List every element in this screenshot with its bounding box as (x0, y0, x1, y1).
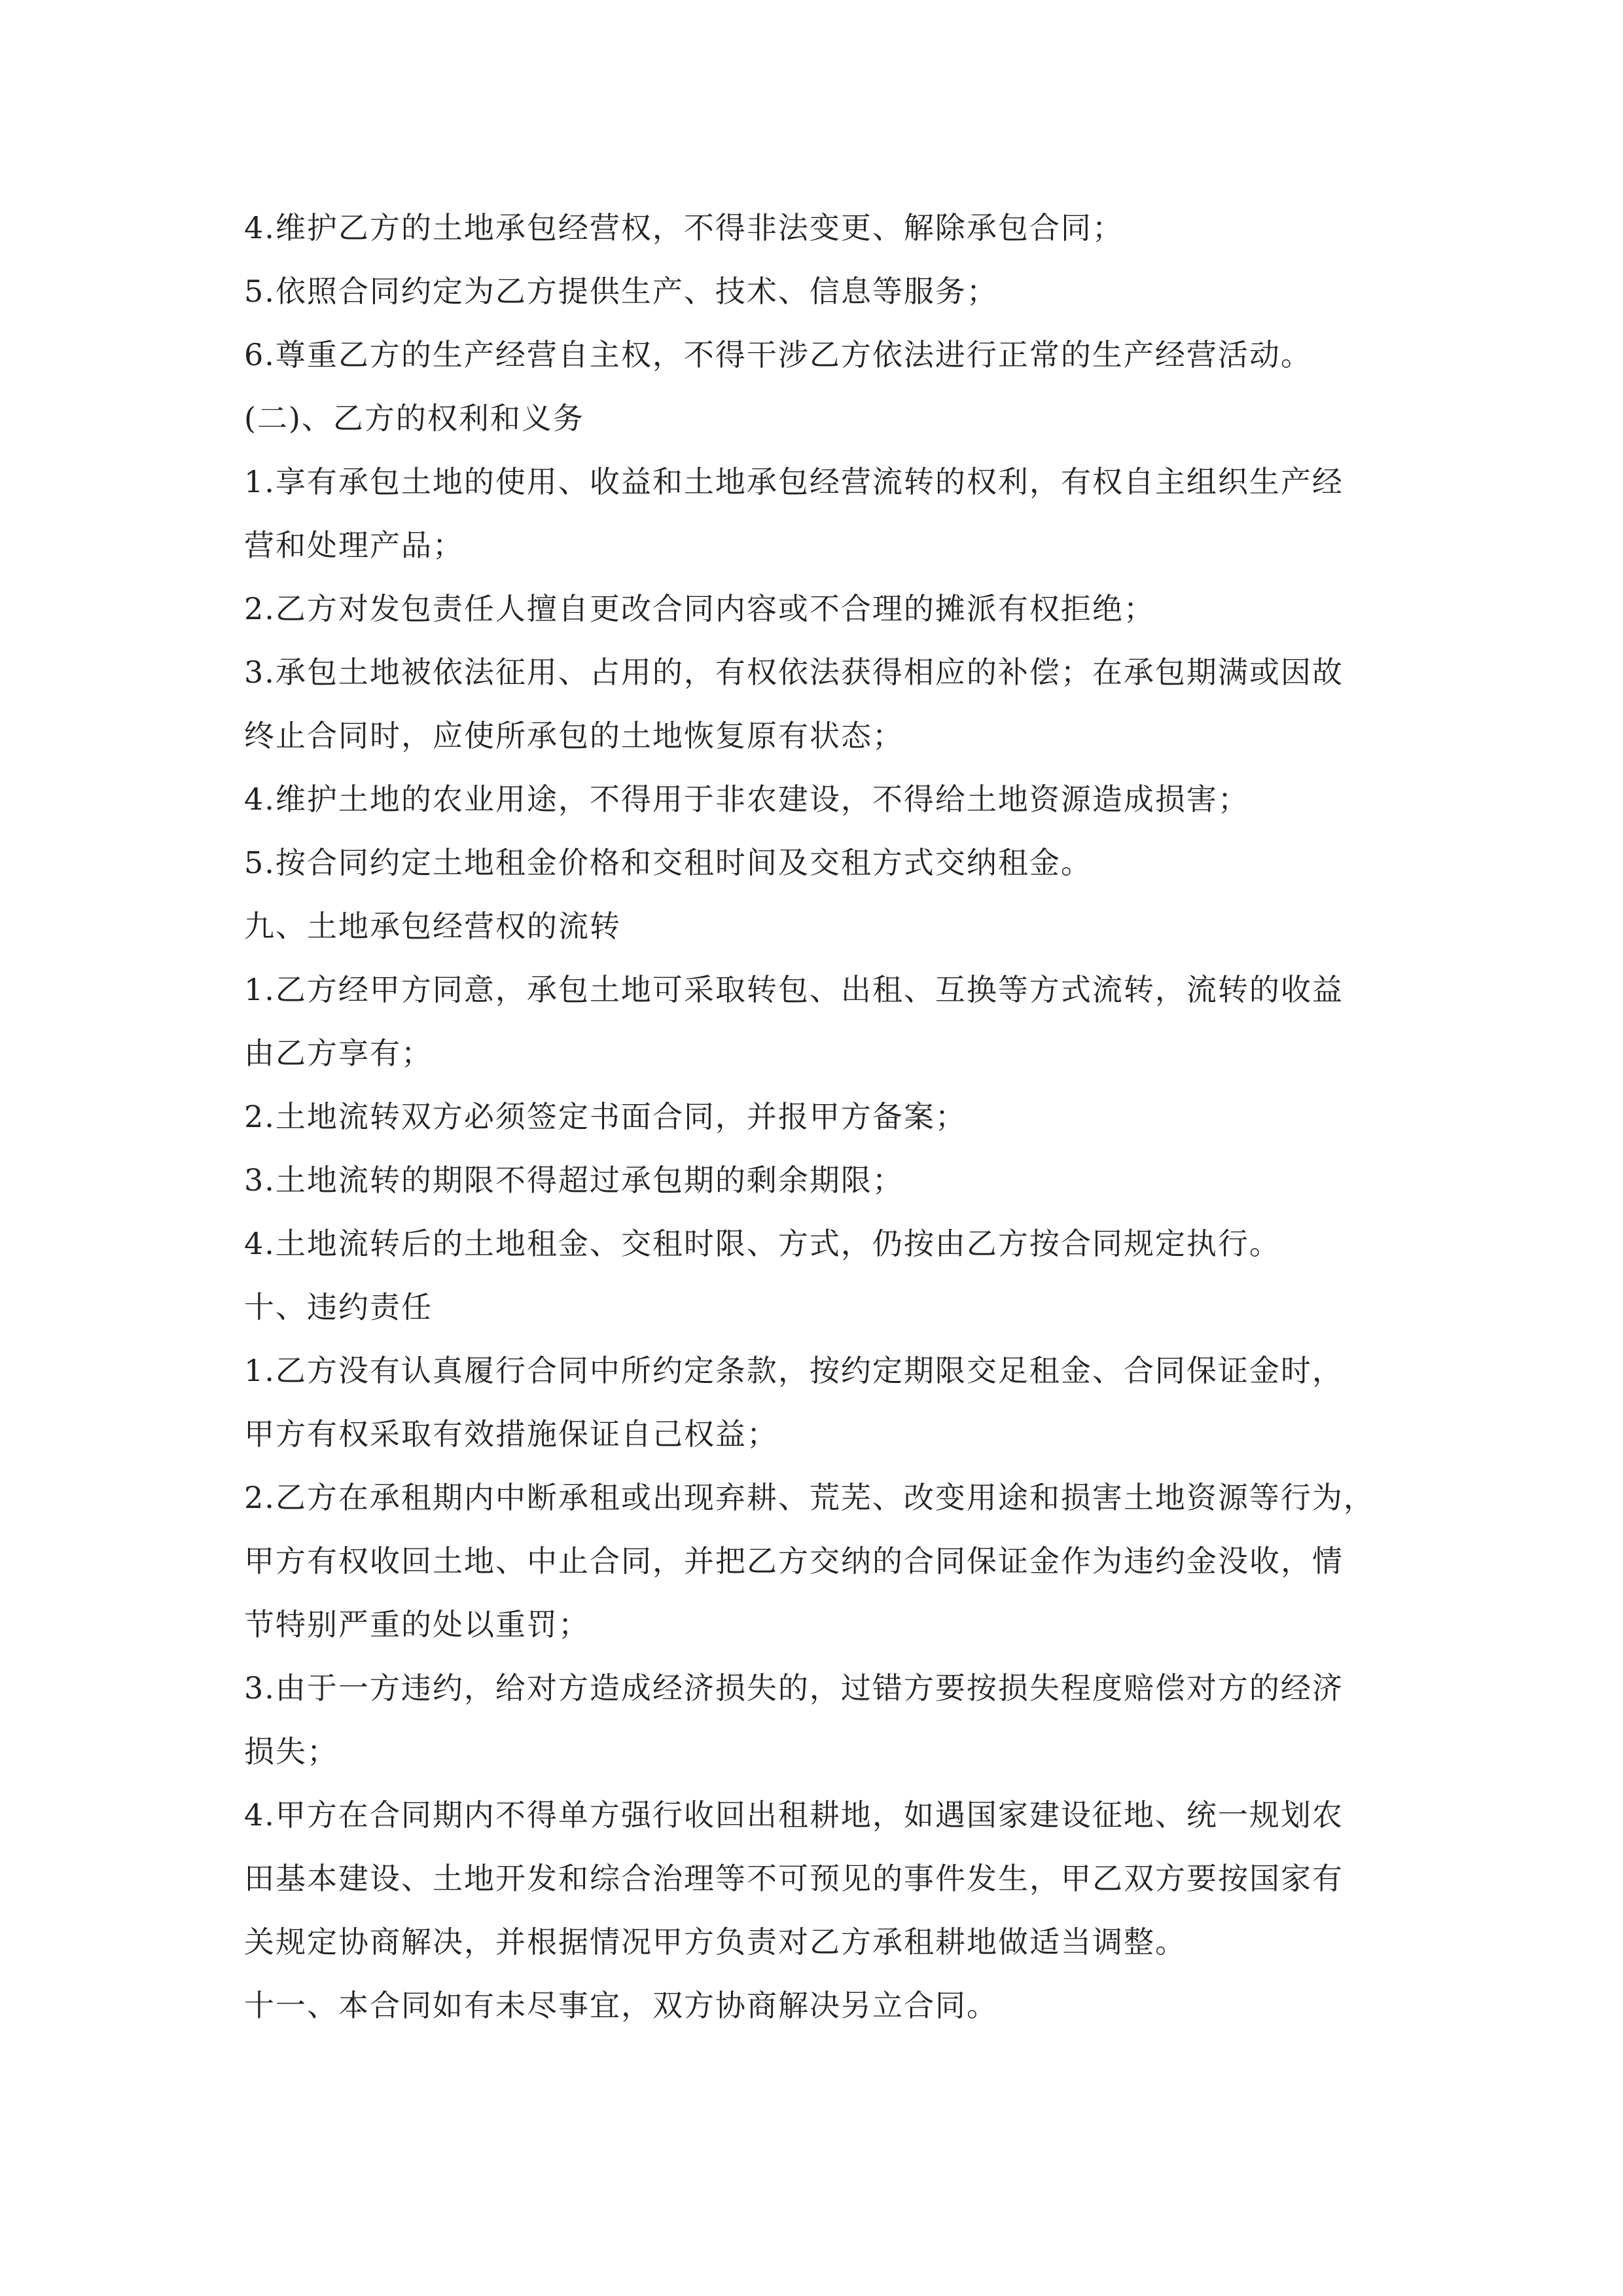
section-heading: (二)、乙方的权利和义务 (244, 401, 584, 436)
clause-line: 2.乙方对发包责任人擅自更改合同内容或不合理的摊派有权拒绝； (244, 591, 1155, 626)
clause-line: 4.土地流转后的土地租金、交租时限、方式，仍按由乙方按合同规定执行。 (244, 1226, 1281, 1261)
clause-line: 2.土地流转双方必须签定书面合同，并报甲方备案； (244, 1099, 967, 1134)
clause-line: 5.依照合同约定为乙方提供生产、技术、信息等服务； (244, 274, 998, 309)
clause-line: 2.乙方在承租期内中断承租或出现弃耕、荒芜、改变用途和损害土地资源等行为， (244, 1480, 1375, 1515)
clause-line: 4.维护土地的农业用途，不得用于非农建设，不得给土地资源造成损害； (244, 781, 1249, 817)
section-heading: 十、违约责任 (244, 1289, 433, 1325)
clause-line: 6.尊重乙方的生产经营自主权，不得干涉乙方依法进行正常的生产经营活动。 (244, 337, 1312, 372)
clause-line: 5.按合同约定土地租金价格和交租时间及交租方式交纳租金。 (244, 845, 1092, 880)
clause-line: 1.乙方没有认真履行合同中所约定条款，按约定期限交足租金、合同保证金时， (244, 1353, 1344, 1388)
clause-line: 3.由于一方违约，给对方造成经济损失的，过错方要按损失程度赔偿对方的经济 (244, 1670, 1344, 1706)
clause-line: 田基本建设、土地开发和综合治理等不可预见的事件发生，甲乙双方要按国家有 (244, 1861, 1344, 1896)
clause-line: 3.土地流转的期限不得超过承包期的剩余期限； (244, 1162, 904, 1198)
clause-line: 关规定协商解决，并根据情况甲方负责对乙方承租耕地做适当调整。 (244, 1924, 1186, 1960)
clause-line: 由乙方享有； (244, 1035, 433, 1071)
clause-line: 1.享有承包土地的使用、收益和土地承包经营流转的权利，有权自主组织生产经 (244, 464, 1344, 499)
clause-line: 节特别严重的处以重罚； (244, 1607, 590, 1642)
clause-line: 损失； (244, 1734, 338, 1769)
clause-line: 4.维护乙方的土地承包经营权，不得非法变更、解除承包合同； (244, 210, 1124, 245)
clause-line: 1.乙方经甲方同意，承包土地可采取转包、出租、互换等方式流转，流转的收益 (244, 972, 1344, 1007)
clause-line: 营和处理产品； (244, 528, 464, 563)
clause-line: 3.承包土地被依法征用、占用的，有权依法获得相应的补偿；在承包期满或因故 (244, 655, 1344, 690)
section-heading: 九、土地承包经营权的流转 (244, 908, 621, 944)
clause-line: 4.甲方在合同期内不得单方强行收回出租耕地，如遇国家建设征地、统一规划农 (244, 1797, 1344, 1833)
clause-line: 甲方有权收回土地、中止合同，并把乙方交纳的合同保证金作为违约金没收，情 (244, 1543, 1344, 1579)
section-heading: 十一、本合同如有未尽事宜，双方协商解决另立合同。 (244, 1988, 998, 2023)
clause-line: 终止合同时，应使所承包的土地恢复原有状态； (244, 718, 904, 753)
clause-line: 甲方有权采取有效措施保证自己权益； (244, 1416, 778, 1452)
